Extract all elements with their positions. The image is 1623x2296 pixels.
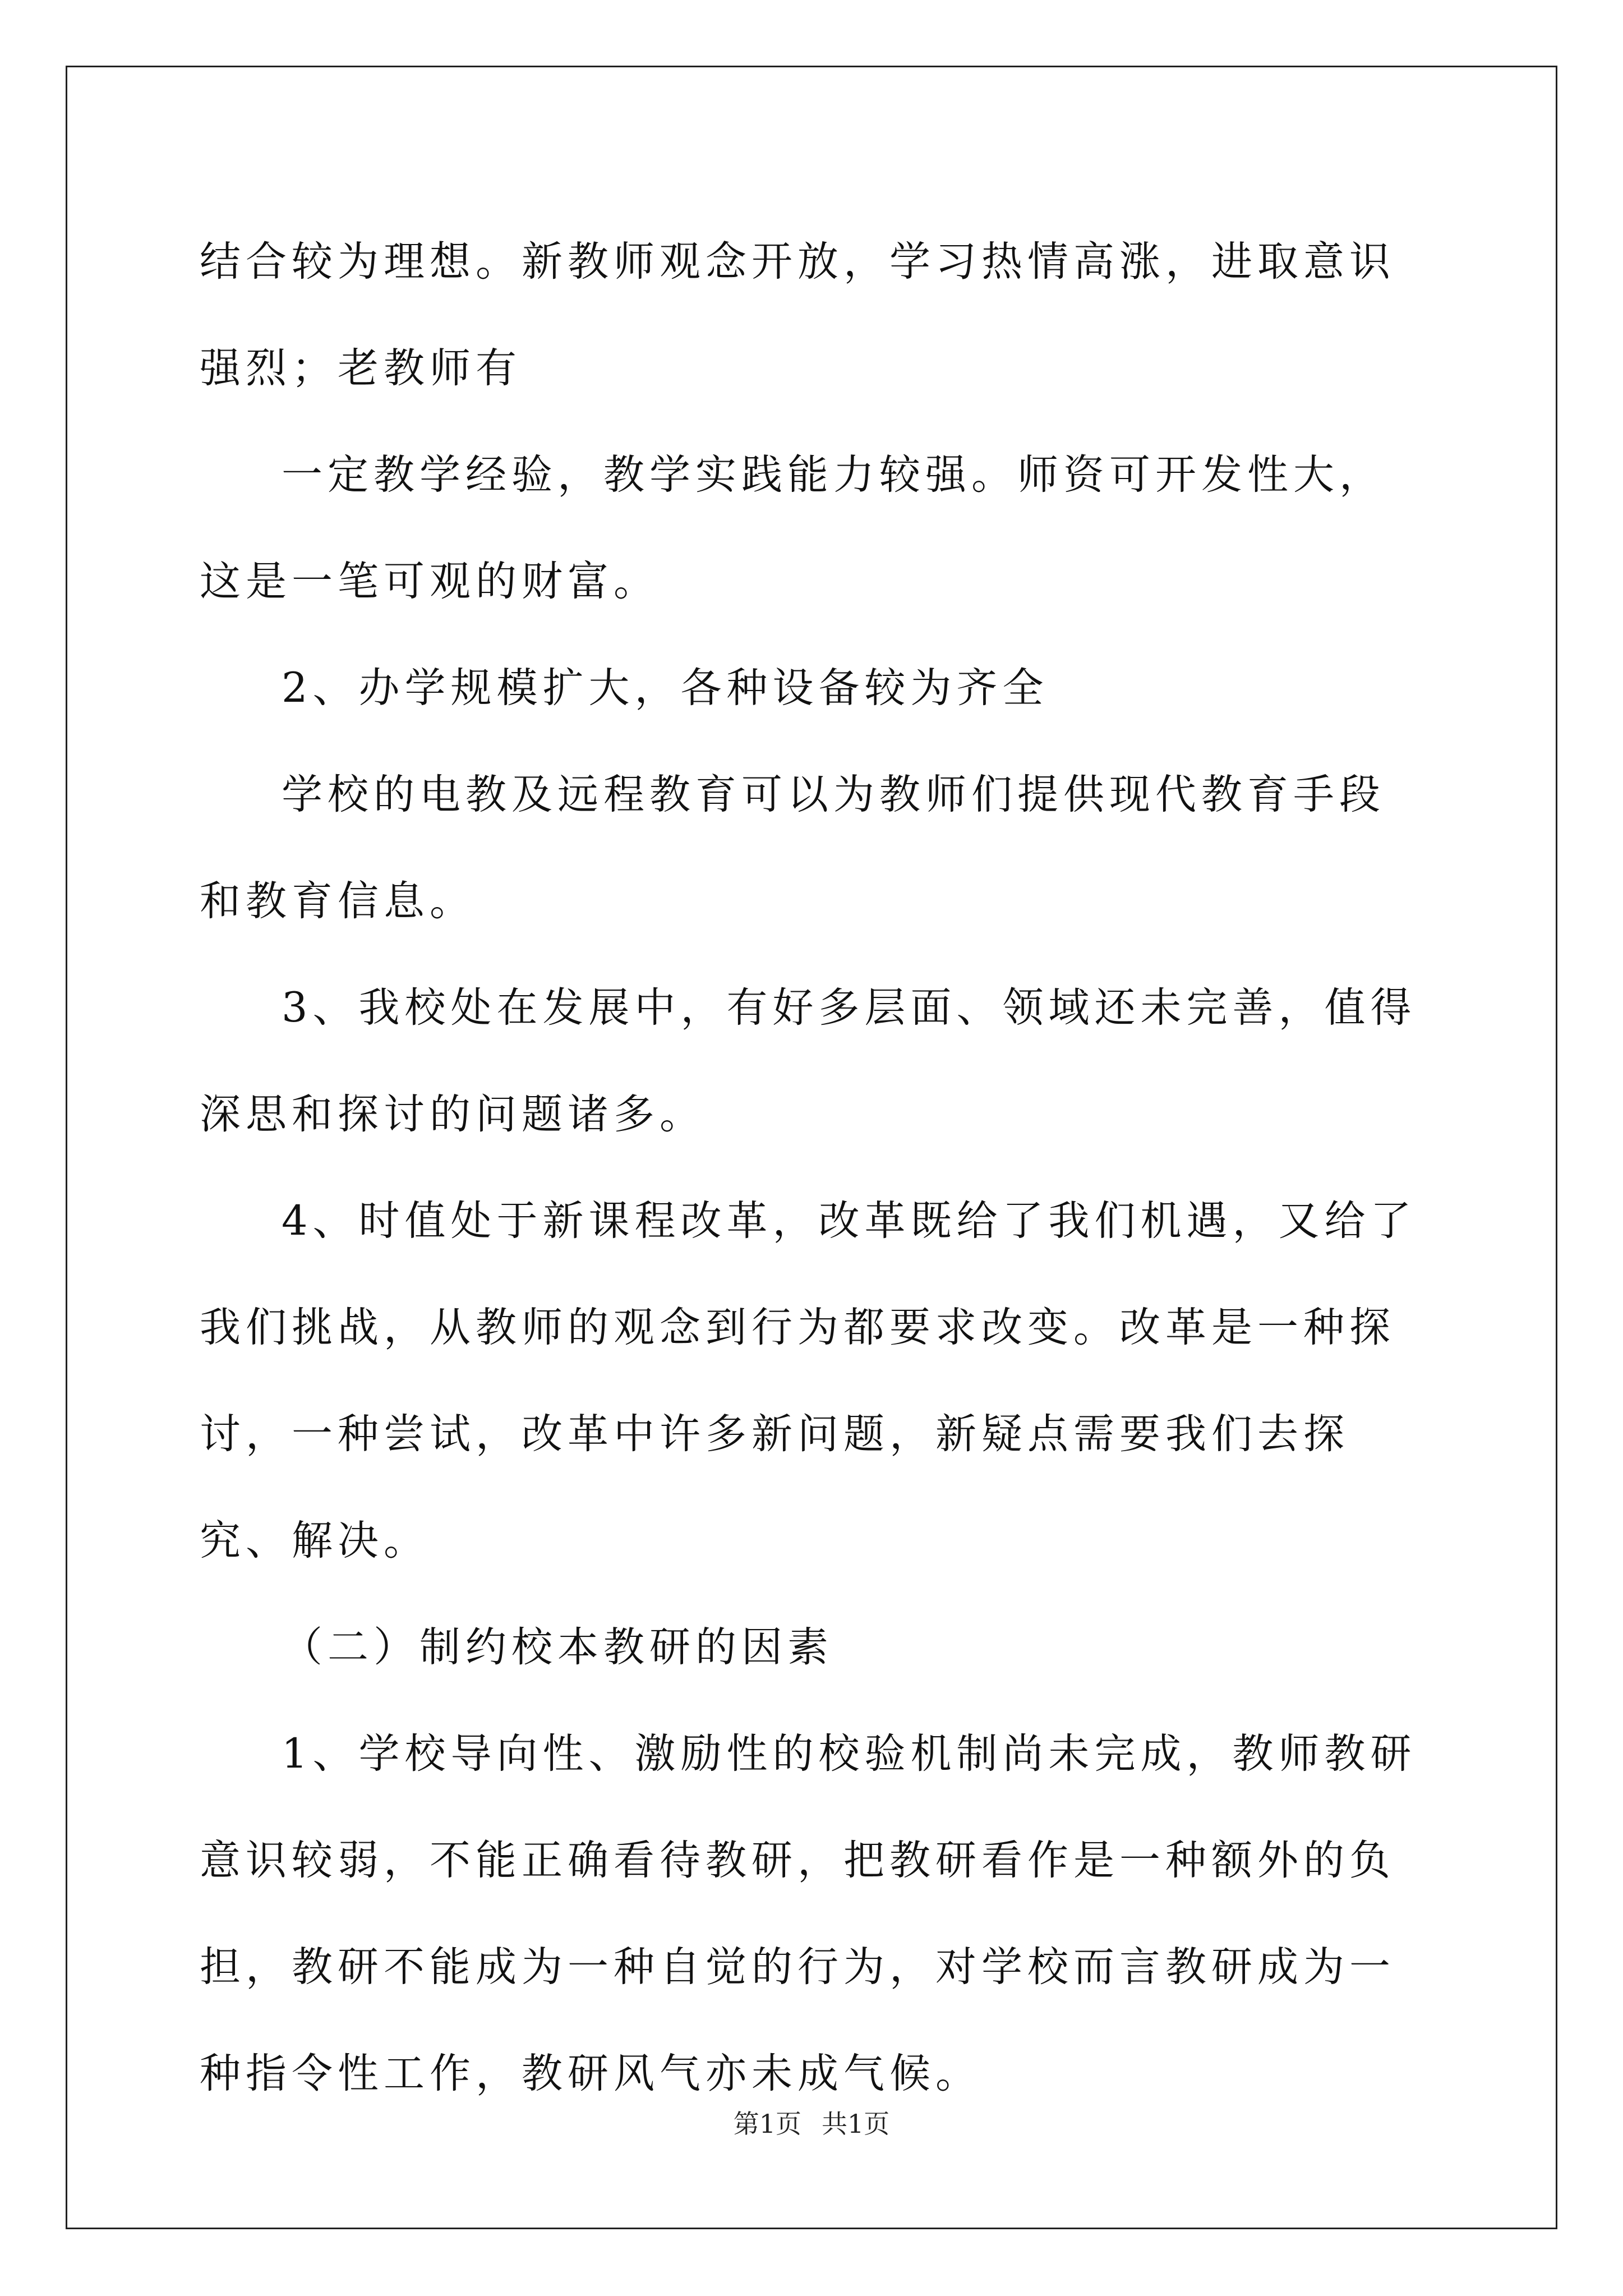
paragraph-4: 学校的电教及远程教育可以为教师们提供现代教育手段和教育信息。 (200, 771, 1385, 925)
paragraph-2: 一定教学经验，教学实践能力较强。师资可开发性大，这是一笔可观的财富。 (200, 451, 1385, 605)
paragraph-3: 2、办学规模扩大，各种设备较为齐全 (282, 664, 1049, 712)
paragraph-1: 结合较为理想。新教师观念开放，学习热情高涨，进取意识强烈；老教师有 (200, 238, 1395, 392)
paragraph-5: 3、我校处在发展中，有好多层面、领域还未完善，值得深思和探讨的问题诸多。 (200, 984, 1417, 1138)
paragraph-6: 4、时值处于新课程改革，改革既给了我们机遇，又给了我们挑战，从教师的观念到行为都要求改变。改革是一种探讨，一种尝试，改革中许多新问题，新疑点需要我们去探究、解决。 (200, 1197, 1417, 1565)
section-heading: （二）制约校本教研的因素 (282, 1623, 833, 1671)
paragraph-7: 1、学校导向性、激励性的校验机制尚未完成，教师教研意识较弱，不能正确看待教研，把教研看作是一种额外的负担，教研不能成为一种自觉的行为，对学校而言教研成为一种指令性工作，教研风气亦未成气候。 (200, 1730, 1417, 2097)
document-body (200, 209, 1428, 2127)
page-footer (0, 2107, 1623, 2141)
page-total: 共1页 (822, 2109, 890, 2139)
page-number: 第1页 (733, 2109, 801, 2139)
